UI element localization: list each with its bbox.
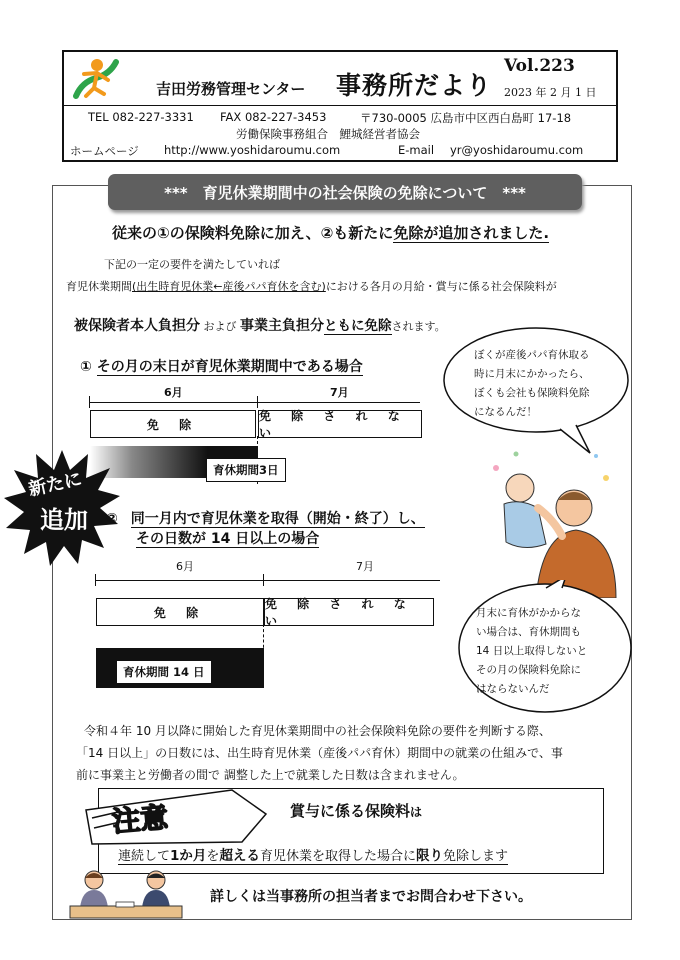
case2-not-exempt-box: 免 除 さ れ な い <box>264 598 434 626</box>
closing-message: 詳しくは当事務所の担当者までお問合わせ下さい。 <box>210 889 532 905</box>
volume-number: Vol.223 <box>504 56 575 76</box>
email-label: E-mail <box>398 143 435 157</box>
notice-body <box>118 844 508 865</box>
both-exempt: ともに免除 <box>324 318 392 334</box>
badge-line2: 追加 <box>40 506 88 534</box>
notice-tag-text: 注意 <box>110 800 170 839</box>
footer-paragraph-line2: 「14 日以上」の日数には、出生時育児休業（産後パパ育休）期間中の就業の仕組みで、事 <box>76 746 563 760</box>
email-link[interactable]: yr@yoshidaroumu.com <box>450 143 584 157</box>
tel: TEL 082-227-3331 <box>88 110 194 124</box>
footer-paragraph-line3: 前に事業主と労働者の間で 調整した上で就業した日数は含まれません。 <box>76 768 465 782</box>
case2-heading-line2-wrap <box>136 528 319 548</box>
case1-tick-start <box>89 396 90 408</box>
case2-tick-start <box>95 574 96 586</box>
notice-arrow-tag <box>82 788 270 846</box>
case2-heading-line2: その日数が 14 日以上の場合 <box>136 531 320 547</box>
notice-title-main: 賞与に係る保険料 <box>290 802 411 820</box>
case1-tick-month-end <box>257 396 258 408</box>
case1-number: ① <box>80 359 92 375</box>
case2-month-july: 7月 <box>356 560 374 573</box>
case1-month-july: 7月 <box>330 386 349 399</box>
bubble1-text <box>474 346 590 422</box>
issue-date: 2023 年 2 月 1 日 <box>504 86 597 99</box>
father-baby-illustration <box>476 448 626 598</box>
case2-exempt-box: 免 除 <box>96 598 264 626</box>
case2-number: ② <box>106 511 118 527</box>
case1-month-june: 6月 <box>164 386 183 399</box>
notice-body-g: 免除します <box>442 849 508 864</box>
intro-line1: 下記の一定の要件を満たしていれば <box>104 258 280 271</box>
intro-leave-period: 育児休業期間 <box>66 280 132 293</box>
case2-heading-line1: 同一月内で育児休業を取得（開始・終了）し、 <box>130 511 425 527</box>
org-name: 吉田労務管理センター <box>156 80 306 98</box>
burden-suffix: されます。 <box>391 320 446 333</box>
employee-burden: 被保険者本人負担分 <box>74 318 200 334</box>
homepage-link[interactable]: http://www.yoshidaroumu.com <box>164 143 341 157</box>
case2-heading <box>106 508 425 528</box>
case2-timeline <box>96 580 440 581</box>
footer-paragraph-line1: 令和４年 10 月以降に開始した育児休業期間中の社会保険料免除の要件を判断する際、 <box>84 724 551 738</box>
homepage-label: ホームページ <box>70 144 139 158</box>
notice-body-a: 連続して <box>118 849 171 864</box>
intro-premium-text: における各月の月給・賞与に係る社会保険料が <box>325 280 557 293</box>
bubble2-line: 月末に育休がかからな <box>476 607 581 619</box>
case1-heading <box>80 356 363 376</box>
notice-title-suffix: は <box>410 805 423 819</box>
newsletter-header <box>62 50 618 162</box>
notice-body-exceeding: 超える <box>219 848 260 864</box>
case1-not-exempt-box: 免 除 さ れ な い <box>258 410 422 438</box>
bubble1-line: ぼくも会社も保険料免除 <box>474 387 590 399</box>
header-title-row <box>64 52 616 106</box>
notice-body-one-month: 1か月 <box>170 848 207 864</box>
intro-line2 <box>66 278 557 294</box>
case1-timeline <box>90 402 420 403</box>
company-logo-icon <box>72 56 120 100</box>
bubble2-line: い場合は、育休期間も <box>476 626 581 638</box>
case2-leave-label: 育休期間 14 日 <box>116 660 212 684</box>
case1-exempt-box: 免 除 <box>90 410 256 438</box>
meeting-illustration <box>66 868 186 920</box>
burden-line <box>74 314 446 335</box>
notice-body-only: 限り <box>415 848 443 864</box>
address: 〒730-0005 広島市中区西白島町 17-18 <box>360 111 572 125</box>
bubble1-line: 時に月末にかかったら、 <box>474 368 590 380</box>
lead-part1: 従来の①の保険料免除に加え、②も新たに <box>112 224 394 242</box>
bubble2-text <box>476 604 587 699</box>
bubble1-line: ぼくが産後パパ育休取る <box>474 349 590 361</box>
case1-heading-text: その月の末日が育児休業期間中である場合 <box>96 359 363 375</box>
lead-part2: 免除が追加されました. <box>393 224 550 242</box>
case1-leave-label: 育休期間3日 <box>206 458 286 482</box>
bubble2-line: はならないんだ <box>476 683 550 695</box>
notice-body-e: 育児休業を取得した場合に <box>259 849 416 864</box>
case2-month-june: 6月 <box>176 560 194 573</box>
notice-body-c: を <box>206 849 220 864</box>
notice-title <box>290 800 422 821</box>
intro-paternity-note: (出生時育児休業←産後パパ育休を含む) <box>132 280 326 293</box>
bubble1-line: になるんだ！ <box>474 406 537 418</box>
lead-heading <box>112 222 549 243</box>
newsletter-title: 事務所だより <box>336 71 493 100</box>
badge-line1: 新たに <box>26 468 84 501</box>
burden-and: および <box>200 320 240 333</box>
section-title: *** 育児休業期間中の社会保険の免除について *** <box>108 174 582 210</box>
associations: 労働保険事務組合 鯉城経営者協会 <box>236 127 420 141</box>
bubble2-line: その月の保険料免除に <box>476 664 581 676</box>
bubble2-line: 14 日以上取得しないと <box>476 645 588 657</box>
fax: FAX 082-227-3453 <box>220 110 327 124</box>
case2-tick-month-end <box>263 574 264 586</box>
employer-burden: 事業主負担分 <box>240 318 324 334</box>
